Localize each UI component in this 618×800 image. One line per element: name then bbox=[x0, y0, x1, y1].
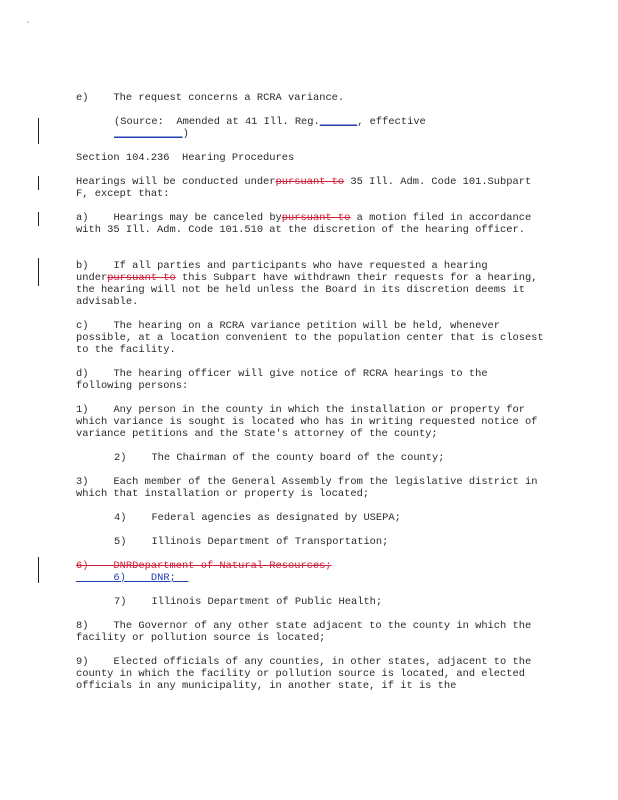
list-item-9: 9) Elected officials of any counties, in other states, adjacent to the county in which the facility or pollution source is located, and elected officials in any municipality, in another state, if it is the bbox=[76, 656, 538, 692]
subsection-c: c) The hearing on a RCRA variance petition will be held, whenever possible, at a location convenient to the population center that is closest to the facility. bbox=[76, 320, 550, 356]
list-item-6-deleted: 6) DNRDepartment of Natural Resources; bbox=[76, 560, 332, 572]
page-mark: · bbox=[25, 18, 32, 29]
list-item-4: 4) Federal agencies as designated by USEPA; bbox=[114, 512, 401, 524]
list-item-3: 3) Each member of the General Assembly from the legislative district in which that installation or property is located; bbox=[76, 476, 544, 500]
list-item-6-inserted: 6) DNR; bbox=[113, 572, 176, 584]
list-item-8: 8) The Governor of any other state adjacent to the county in which the facility or pollution source is located; bbox=[76, 620, 538, 644]
change-bar bbox=[38, 176, 39, 190]
list-item-7: 7) Illinois Department of Public Health; bbox=[114, 596, 383, 608]
change-bar bbox=[38, 557, 39, 583]
source-note: (Source: Amended at 41 Ill. Reg.______, effective ___________) bbox=[114, 116, 426, 140]
list-item-2: 2) The Chairman of the county board of the county; bbox=[114, 452, 445, 464]
subsection-b: b) If all parties and participants who have requested a hearing underpursuant to this Subpart have withdrawn their requests for a hearing, the hearing will not be held unless the Board in its discretion deems it advisable. bbox=[76, 260, 544, 308]
change-bar bbox=[38, 258, 39, 286]
list-item-1: 1) Any person in the county in which the installation or property for which variance is sought is located who has in writing requested notice of variance petitions and the State's attorney of the county; bbox=[76, 404, 544, 440]
list-item-5: 5) Illinois Department of Transportation; bbox=[114, 536, 389, 548]
subsection-e: e) The request concerns a RCRA variance. bbox=[76, 92, 345, 104]
change-bar bbox=[38, 212, 39, 226]
subsection-d: d) The hearing officer will give notice of RCRA hearings to the following persons: bbox=[76, 368, 494, 392]
intro-paragraph: Hearings will be conducted underpursuant to 35 Ill. Adm. Code 101.Subpart F, except that: bbox=[76, 176, 538, 200]
section-heading: Section 104.236 Hearing Procedures bbox=[76, 152, 295, 164]
subsection-a: a) Hearings may be canceled bypursuant to a motion filed in accordance with 35 Ill. Adm. Code 101.510 at the discretion of the hearing officer. bbox=[76, 212, 538, 236]
change-bar bbox=[38, 118, 39, 144]
